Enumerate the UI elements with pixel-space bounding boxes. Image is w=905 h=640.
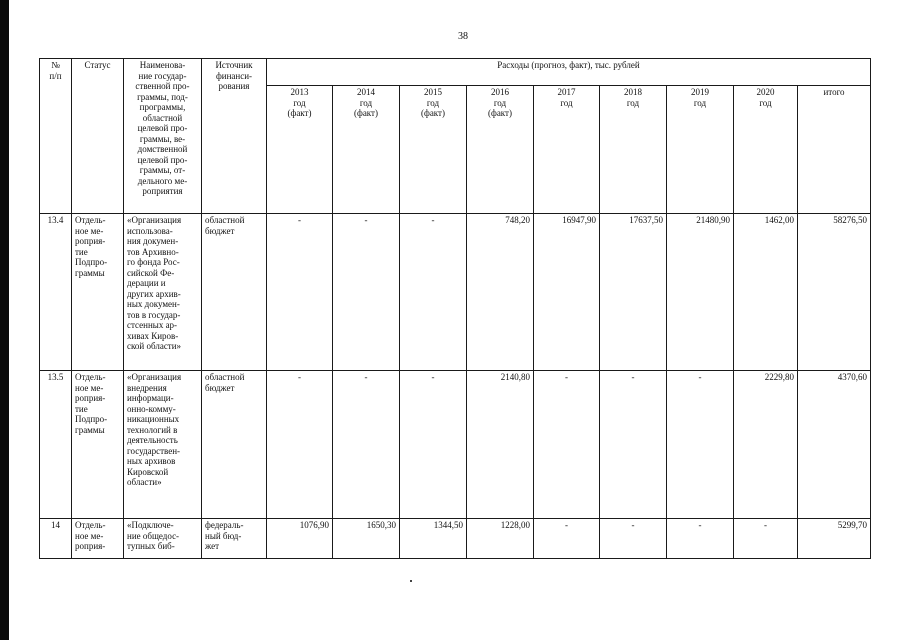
row-status: Отдель- ное ме- роприя- bbox=[72, 519, 124, 559]
scan-edge bbox=[0, 0, 9, 640]
row-value: 1076,90 bbox=[267, 519, 333, 559]
row-value: - bbox=[267, 371, 333, 519]
row-value: - bbox=[400, 214, 467, 371]
row-status: Отдель- ное ме- роприя- тие Подпро- граммы bbox=[72, 371, 124, 519]
header-year: 2020 год bbox=[734, 86, 798, 214]
row-value: - bbox=[333, 214, 400, 371]
header-year: 2016 год (факт) bbox=[467, 86, 534, 214]
row-value: 17637,50 bbox=[600, 214, 667, 371]
row-value: 21480,90 bbox=[667, 214, 734, 371]
row-num: 13.4 bbox=[40, 214, 72, 371]
header-num: № п/п bbox=[40, 59, 72, 214]
header-year: 2018 год bbox=[600, 86, 667, 214]
row-value: 1462,00 bbox=[734, 214, 798, 371]
row-value: 2140,80 bbox=[467, 371, 534, 519]
row-value: - bbox=[534, 371, 600, 519]
row-value: 16947,90 bbox=[534, 214, 600, 371]
header-year: 2017 год bbox=[534, 86, 600, 214]
row-total: 4370,60 bbox=[798, 371, 871, 519]
header-name: Наименова- ние государ- ственной про- граммы, под- программы, областной целевой про- граммы, ве- домственной целевой про- граммы, от- дельного ме- роприятия bbox=[124, 59, 202, 214]
row-name: «Организация использова- ния докумен- тов Архивно- го фонда Рос- сийской Фе- дерации и других архив- ных докумен- тов в государ- стсенных ар- хивах Киров- ской области» bbox=[124, 214, 202, 371]
row-total: 5299,70 bbox=[798, 519, 871, 559]
row-num: 13.5 bbox=[40, 371, 72, 519]
row-value: - bbox=[333, 371, 400, 519]
row-total: 58276,50 bbox=[798, 214, 871, 371]
row-value: - bbox=[400, 371, 467, 519]
header-row-1 bbox=[40, 59, 871, 86]
row-value: - bbox=[600, 519, 667, 559]
header-source: Источник финанси- рования bbox=[202, 59, 267, 214]
header-total: итого bbox=[798, 86, 871, 214]
row-value: - bbox=[667, 519, 734, 559]
row-name: «Организация внедрения информаци- онно-комму- никационных технологий в деятельность государствен- ных архивов Кировской области» bbox=[124, 371, 202, 519]
header-year: 2014 год (факт) bbox=[333, 86, 400, 214]
row-source: областной бюджет bbox=[202, 371, 267, 519]
row-value: 2229,80 bbox=[734, 371, 798, 519]
row-name: «Подключе- ние общедос- тупных биб- bbox=[124, 519, 202, 559]
row-value: - bbox=[267, 214, 333, 371]
scan-speck bbox=[410, 580, 412, 582]
header-year: 2015 год (факт) bbox=[400, 86, 467, 214]
budget-table bbox=[39, 58, 871, 559]
row-value: - bbox=[534, 519, 600, 559]
page-number: 38 bbox=[458, 31, 468, 42]
row-source: федераль- ный бюд- жет bbox=[202, 519, 267, 559]
row-value: - bbox=[667, 371, 734, 519]
row-value: 1344,50 bbox=[400, 519, 467, 559]
row-status: Отдель- ное ме- роприя- тие Подпро- граммы bbox=[72, 214, 124, 371]
row-value: - bbox=[600, 371, 667, 519]
header-year: 2019 год bbox=[667, 86, 734, 214]
row-value: 748,20 bbox=[467, 214, 534, 371]
row-value: 1228,00 bbox=[467, 519, 534, 559]
table-row bbox=[40, 214, 871, 371]
header-expenses: Расходы (прогноз, факт), тыс. рублей bbox=[267, 59, 871, 86]
row-value: - bbox=[734, 519, 798, 559]
header-status: Статус bbox=[72, 59, 124, 214]
header-year: 2013 год (факт) bbox=[267, 86, 333, 214]
table-row bbox=[40, 371, 871, 519]
row-num: 14 bbox=[40, 519, 72, 559]
row-value: 1650,30 bbox=[333, 519, 400, 559]
table-row bbox=[40, 519, 871, 559]
row-source: областной бюджет bbox=[202, 214, 267, 371]
